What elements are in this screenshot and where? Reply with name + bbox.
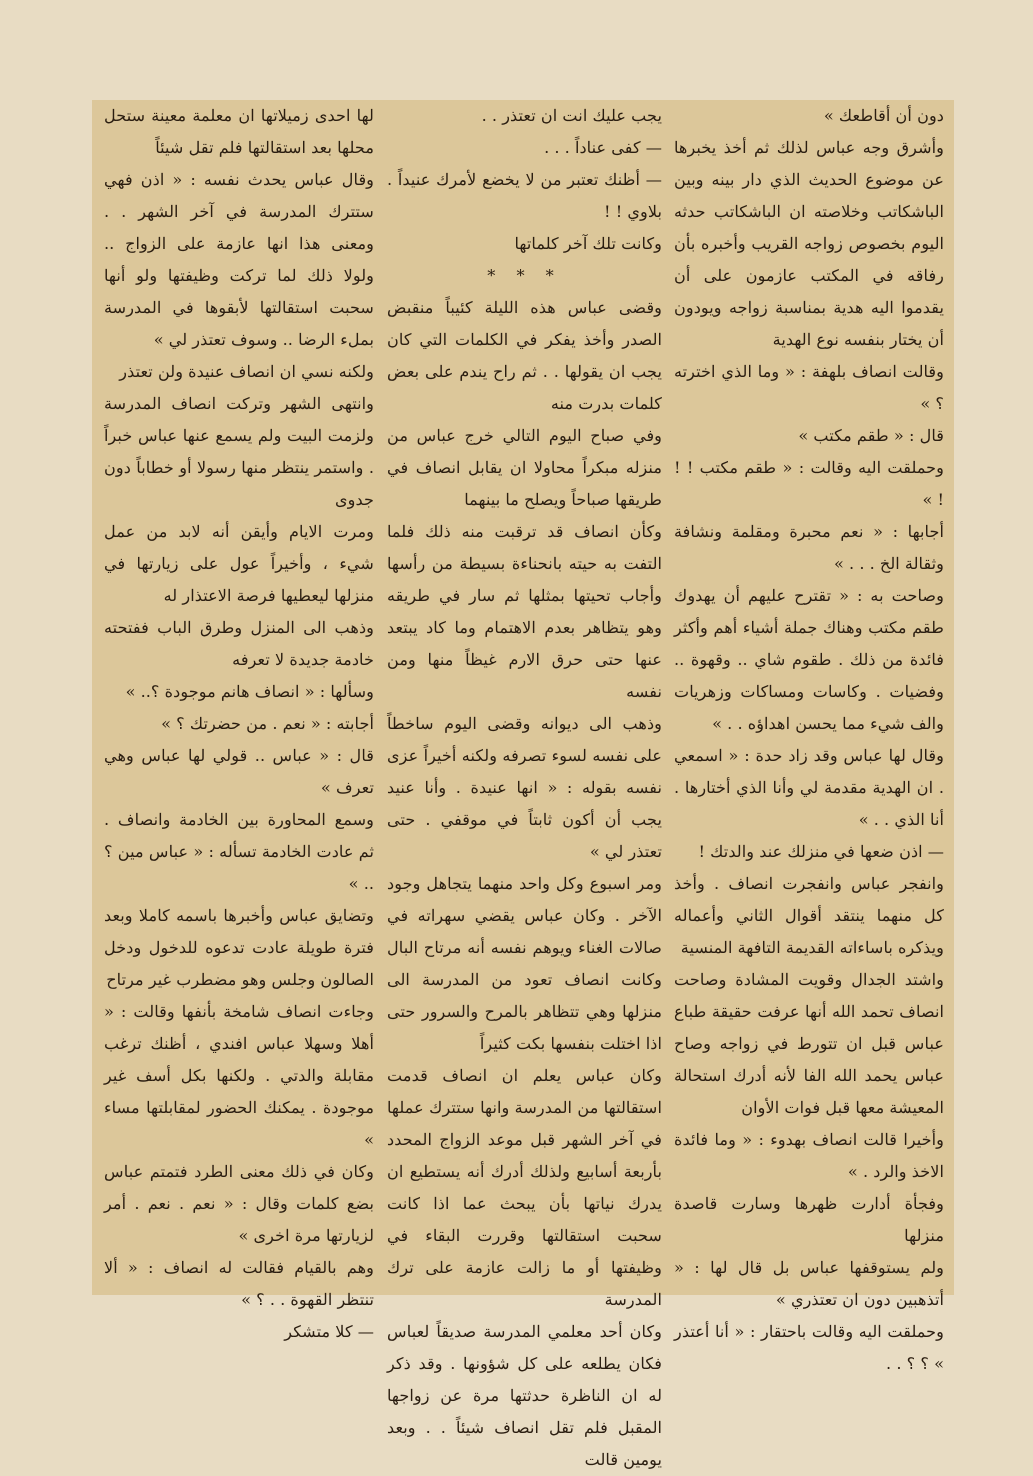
paragraph: وجاءت انصاف شامخة بأنفها وقالت : « أهلا وسهلا عباس افندي ، أظنك ترغب مقابلة والدتي . ولكنها بكل أسف غير موجودة . يمكنك الحضور لمقابلتها مساء »: [104, 1002, 374, 1149]
paragraph: — كلا متشكر: [284, 1322, 374, 1341]
paragraph: وقال لها عباس وقد زاد حدة : « اسمعي . ان الهدية مقدمة لي وأنا الذي أختارها . أنا الذي . . »: [674, 746, 944, 829]
paragraph: قال : « طقم مكتب »: [798, 426, 944, 445]
paragraph: وكان عباس يعلم ان انصاف قدمت استقالتها من المدرسة وانها ستترك عملها في آخر الشهر قبل موعد الزواج المحدد بأربعة أسابيع ولذلك أدرك أنه يستطيع ان يدرك نياتها بأن يبحث عما اذا كانت سحبت استقالتها وقررت البقاء في وظيفتها أو ما زالت عازمة على ترك المدرسة: [387, 1066, 662, 1309]
paragraph: — كفى عناداً . . .: [544, 138, 662, 157]
text-column-left: [104, 100, 374, 1348]
paragraph: يجب عليك انت ان تعتذر . .: [481, 106, 662, 125]
paragraph: وأشرق وجه عباس لذلك ثم أخذ يخبرها عن موضوع الحديث الذي دار بينه وبين الباشكاتب وخلاصته ان الباشكاتب حدثه اليوم بخصوص زواجه القريب وأخبره بأن رفاقه في المكتب عازمون على أن يقدموا اليه هدية بمناسبة زواجه ويودون أن يختار بنفسه نوع الهدية: [674, 138, 944, 349]
paragraph: واشتد الجدال وقويت المشادة وصاحت انصاف تحمد الله أنها عرفت حقيقة طباع عباس قبل ان تتورط في زواجه وصاح عباس يحمد الله الفا لأنه أدرك استحالة المعيشة معها قبل فوات الأوان: [674, 970, 944, 1117]
paragraph: وانتهى الشهر وتركت انصاف المدرسة ولزمت البيت ولم يسمع عنها عباس خبراً . واستمر ينتظر منها رسولا أو خطاباً دون جدوى: [104, 394, 374, 509]
paragraph: وقضى عباس هذه الليلة كئيباً منقبض الصدر وأخذ يفكر في الكلمات التي كان يجب ان يقولها . . ثم راح يندم على بعض كلمات بدرت منه: [387, 298, 662, 413]
paragraph: وفي صباح اليوم التالي خرج عباس من منزله مبكراً محاولا ان يقابل انصاف في طريقها صباحاً ويصلح ما بينهما: [387, 426, 662, 509]
paragraph: وكان في ذلك معنى الطرد فتمتم عباس بضع كلمات وقال : « نعم . نعم . أمر لزيارتها مرة اخرى »: [104, 1162, 374, 1245]
paragraph: وتضايق عباس وأخبرها باسمه كاملا وبعد فترة طويلة عادت تدعوه للدخول ودخل الصالون وجلس وهو مضطرب غير مرتاح: [104, 906, 374, 989]
paragraph: — اذن ضعها في منزلك عند والدتك !: [698, 842, 944, 861]
paragraph: وفجأة أدارت ظهرها وسارت قاصدة منزلها: [674, 1194, 944, 1245]
newspaper-page: [92, 100, 954, 1469]
text-column-middle: [387, 100, 662, 1476]
paragraph: وسمع المحاورة بين الخادمة وانصاف . ثم عادت الخادمة تسأله : « عباس مين ؟ .. »: [104, 810, 374, 893]
paragraph: وكانت تلك آخر كلماتها: [514, 234, 662, 253]
paragraph: ولم يستوقفها عباس بل قال لها : « أتذهبين دون ان تعتذري »: [674, 1258, 944, 1309]
paragraph: وسألها : « انصاف هانم موجودة ؟.. »: [125, 682, 374, 701]
paragraph: وصاحت به : « تقترح عليهم أن يهدوك طقم مكتب وهناك جملة أشياء أهم وأكثر فائدة من ذلك . طقوم شاي .. وقهوة .. وفضيات . وكاسات ومساكات وزهريات والف شيء مما يحسن اهداؤه . . »: [674, 586, 944, 733]
paragraph: أجابها : « نعم محبرة ومقلمة ونشافة وثقالة الخ . . . »: [674, 522, 944, 573]
text-column-right: [674, 100, 944, 1380]
paragraph: أجابته : « نعم . من حضرتك ؟ »: [161, 714, 374, 733]
paragraph: قال : « عباس .. قولي لها عباس وهي تعرف »: [104, 746, 374, 797]
paragraph: لها احدى زميلاتها ان معلمة معينة ستحل محلها بعد استقالتها فلم تقل شيئاً: [104, 106, 374, 157]
paragraph: وهم بالقيام فقالت له انصاف : « ألا تنتظر القهوة . . ؟ »: [104, 1258, 374, 1309]
paragraph: * * *: [487, 266, 562, 285]
paragraph: وذهب الى ديوانه وقضى اليوم ساخطاً على نفسه لسوء تصرفه ولكنه أخيراً عزى نفسه بقوله : « انها عنيدة . وأنا عنيد يجب أن أكون ثابتاً في موقفي . حتى تعتذر لي »: [387, 714, 662, 861]
paragraph: ولكنه نسي ان انصاف عنيدة ولن تعتذر: [119, 362, 374, 381]
paragraph: وقال عباس يحدث نفسه : « اذن فهي ستترك المدرسة في آخر الشهر . . ومعنى هذا انها عازمة على الزواج .. ولولا ذلك لما تركت وظيفتها ولو أنها سحبت استقالتها لأبقوها في المدرسة بملء الرضا .. وسوف تعتذر لي »: [104, 170, 374, 349]
paragraph: — أظنك تعتبر من لا يخضع لأمرك عنيداً . بلاوي ! !: [387, 170, 662, 221]
paragraph: وأخيرا قالت انصاف بهدوء : « وما فائدة الاخذ والرد . »: [674, 1130, 944, 1181]
paragraph: وكأن انصاف قد ترقبت منه ذلك فلما التفت به حيته بانحناءة بسيطة من رأسها وأجاب تحيتها بمثلها ثم سار في طريقه وهو يتظاهر بعدم الاهتمام وما كاد يبتعد عنها حتى حرق الارم غيظاً منها ومن نفسه: [387, 522, 662, 701]
paragraph: وحملقت اليه وقالت : « طقم مكتب ! ! ! »: [674, 458, 944, 509]
paragraph: وذهب الى المنزل وطرق الباب ففتحته خادمة جديدة لا تعرفه: [104, 618, 374, 669]
paragraph: ومر اسبوع وكل واحد منهما يتجاهل وجود الآخر . وكان عباس يقضي سهراته في صالات الغناء ويوهم نفسه أنه مرتاح البال وكانت انصاف تعود من المدرسة الى منزلها وهي تتظاهر بالمرح والسرور حتى اذا اختلت بنفسها بكت كثيراً: [387, 874, 662, 1053]
paragraph: وانفجر عباس وانفجرت انصاف . وأخذ كل منهما ينتقد أقوال الثاني وأعماله ويذكره باساءاته القديمة التافهة المنسية: [674, 874, 944, 957]
paragraph: ومرت الايام وأيقن أنه لابد من عمل شيء ، وأخيراً عول على زيارتها في منزلها ليعطيها فرصة الاعتذار له: [104, 522, 374, 605]
paragraph: دون أن أقاطعك »: [823, 106, 944, 125]
paragraph: وقالت انصاف بلهفة : « وما الذي اخترته ؟ »: [674, 362, 944, 413]
paragraph: وكان أحد معلمي المدرسة صديقاً لعباس فكان يطلعه على كل شؤونها . وقد ذكر له ان الناظرة حدثتها مرة عن زواجها المقبل فلم تقل انصاف شيئاً . . وبعد يومين قالت: [387, 1322, 662, 1469]
paragraph: وحملقت اليه وقالت باحتقار : « أنا أعتذر » ؟ ؟ . .: [674, 1322, 944, 1373]
